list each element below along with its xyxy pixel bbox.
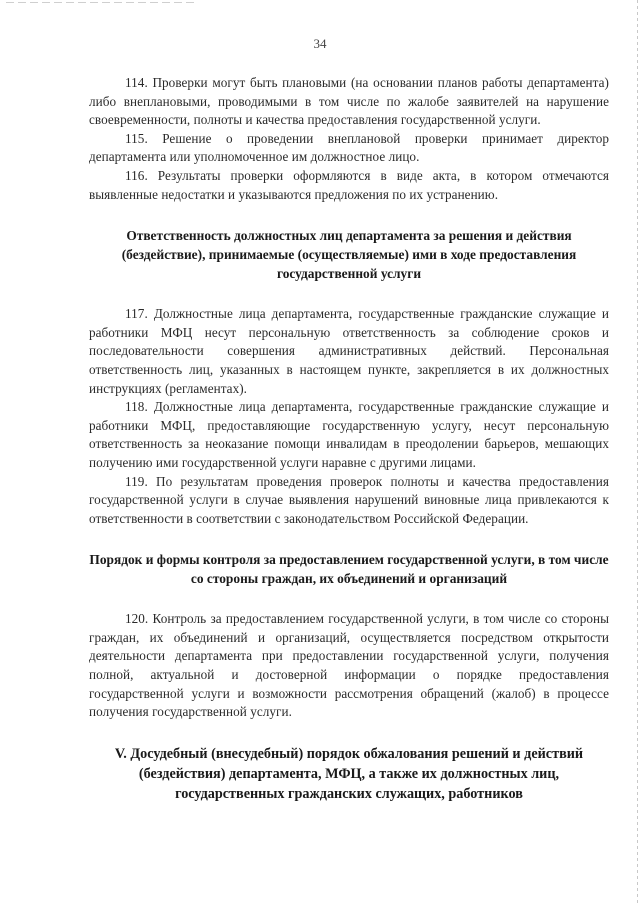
scan-edge [637, 0, 638, 905]
paragraph-119: 119. По результатам проведения проверок полноты и качества предоставления государственной услуги в случае выявления нарушений виновные лица привлекаются к ответственности в соответствии с законодательством Российской Федерации. [89, 473, 609, 526]
paragraph-120: 120. Контроль за предоставлением государственной услуги, в том числе со стороны граждан, их объединений и организаций, осуществляется посредством открытости деятельности департамента при предоставлении государственной услуги, получения полной, актуальной и достоверной информации о порядке предоставления государственной услуги и возможности рассмотрения обращений (жалоб) в процессе получения государственной услуги. [89, 611, 609, 720]
paragraph-115: 115. Решение о проведении внеплановой проверки принимает директор департамента или уполномоченное им должностное лицо. [89, 130, 609, 165]
section-heading-responsibility: Ответственность должностных лиц департамента за решения и действия (бездействие), принимаемые (осуществляемые) ими в ходе предоставления государственной услуги [121, 228, 577, 282]
document-body [89, 74, 609, 804]
section-heading-appeal: V. Досудебный (внесудебный) порядок обжалования решений и действий (бездействия) департамента, МФЦ, а также их должностных лиц, государственных гражданских служащих, работников [114, 745, 584, 802]
paragraph-118: 118. Должностные лица департамента, государственные гражданские служащие и работники МФЦ, предоставляющие государственную услугу, несут персональную ответственность за неоказание помощи инвалидам в преодолении барьеров, мешающих получению ими государственной услуги наравне с другими лицами. [89, 399, 609, 470]
section-heading-control: Порядок и формы контроля за предоставлением государственной услуги, в том числе со стороны граждан, их объединений и организаций [89, 552, 609, 587]
paragraph-117: 117. Должностные лица департамента, государственные гражданские служащие и работники МФЦ несут персональную ответственность за соблюдение сроков и последовательности совершения административных действий. Персональная ответственность лиц, указанных в настоящем пункте, закрепляется в их должностных инструкциях (регламентах). [89, 306, 609, 396]
scan-artifact [6, 2, 196, 3]
page-number: 34 [313, 36, 327, 51]
paragraph-116: 116. Результаты проверки оформляются в виде акта, в котором отмечаются выявленные недостатки и указываются предложения по их устранению. [89, 167, 609, 202]
paragraph-114: 114. Проверки могут быть плановыми (на основании планов работы департамента) либо внеплановыми, проводимыми в том числе по жалобе заявителей на нарушение своевременности, полноты и качества предоставления государственной услуги. [89, 75, 609, 128]
